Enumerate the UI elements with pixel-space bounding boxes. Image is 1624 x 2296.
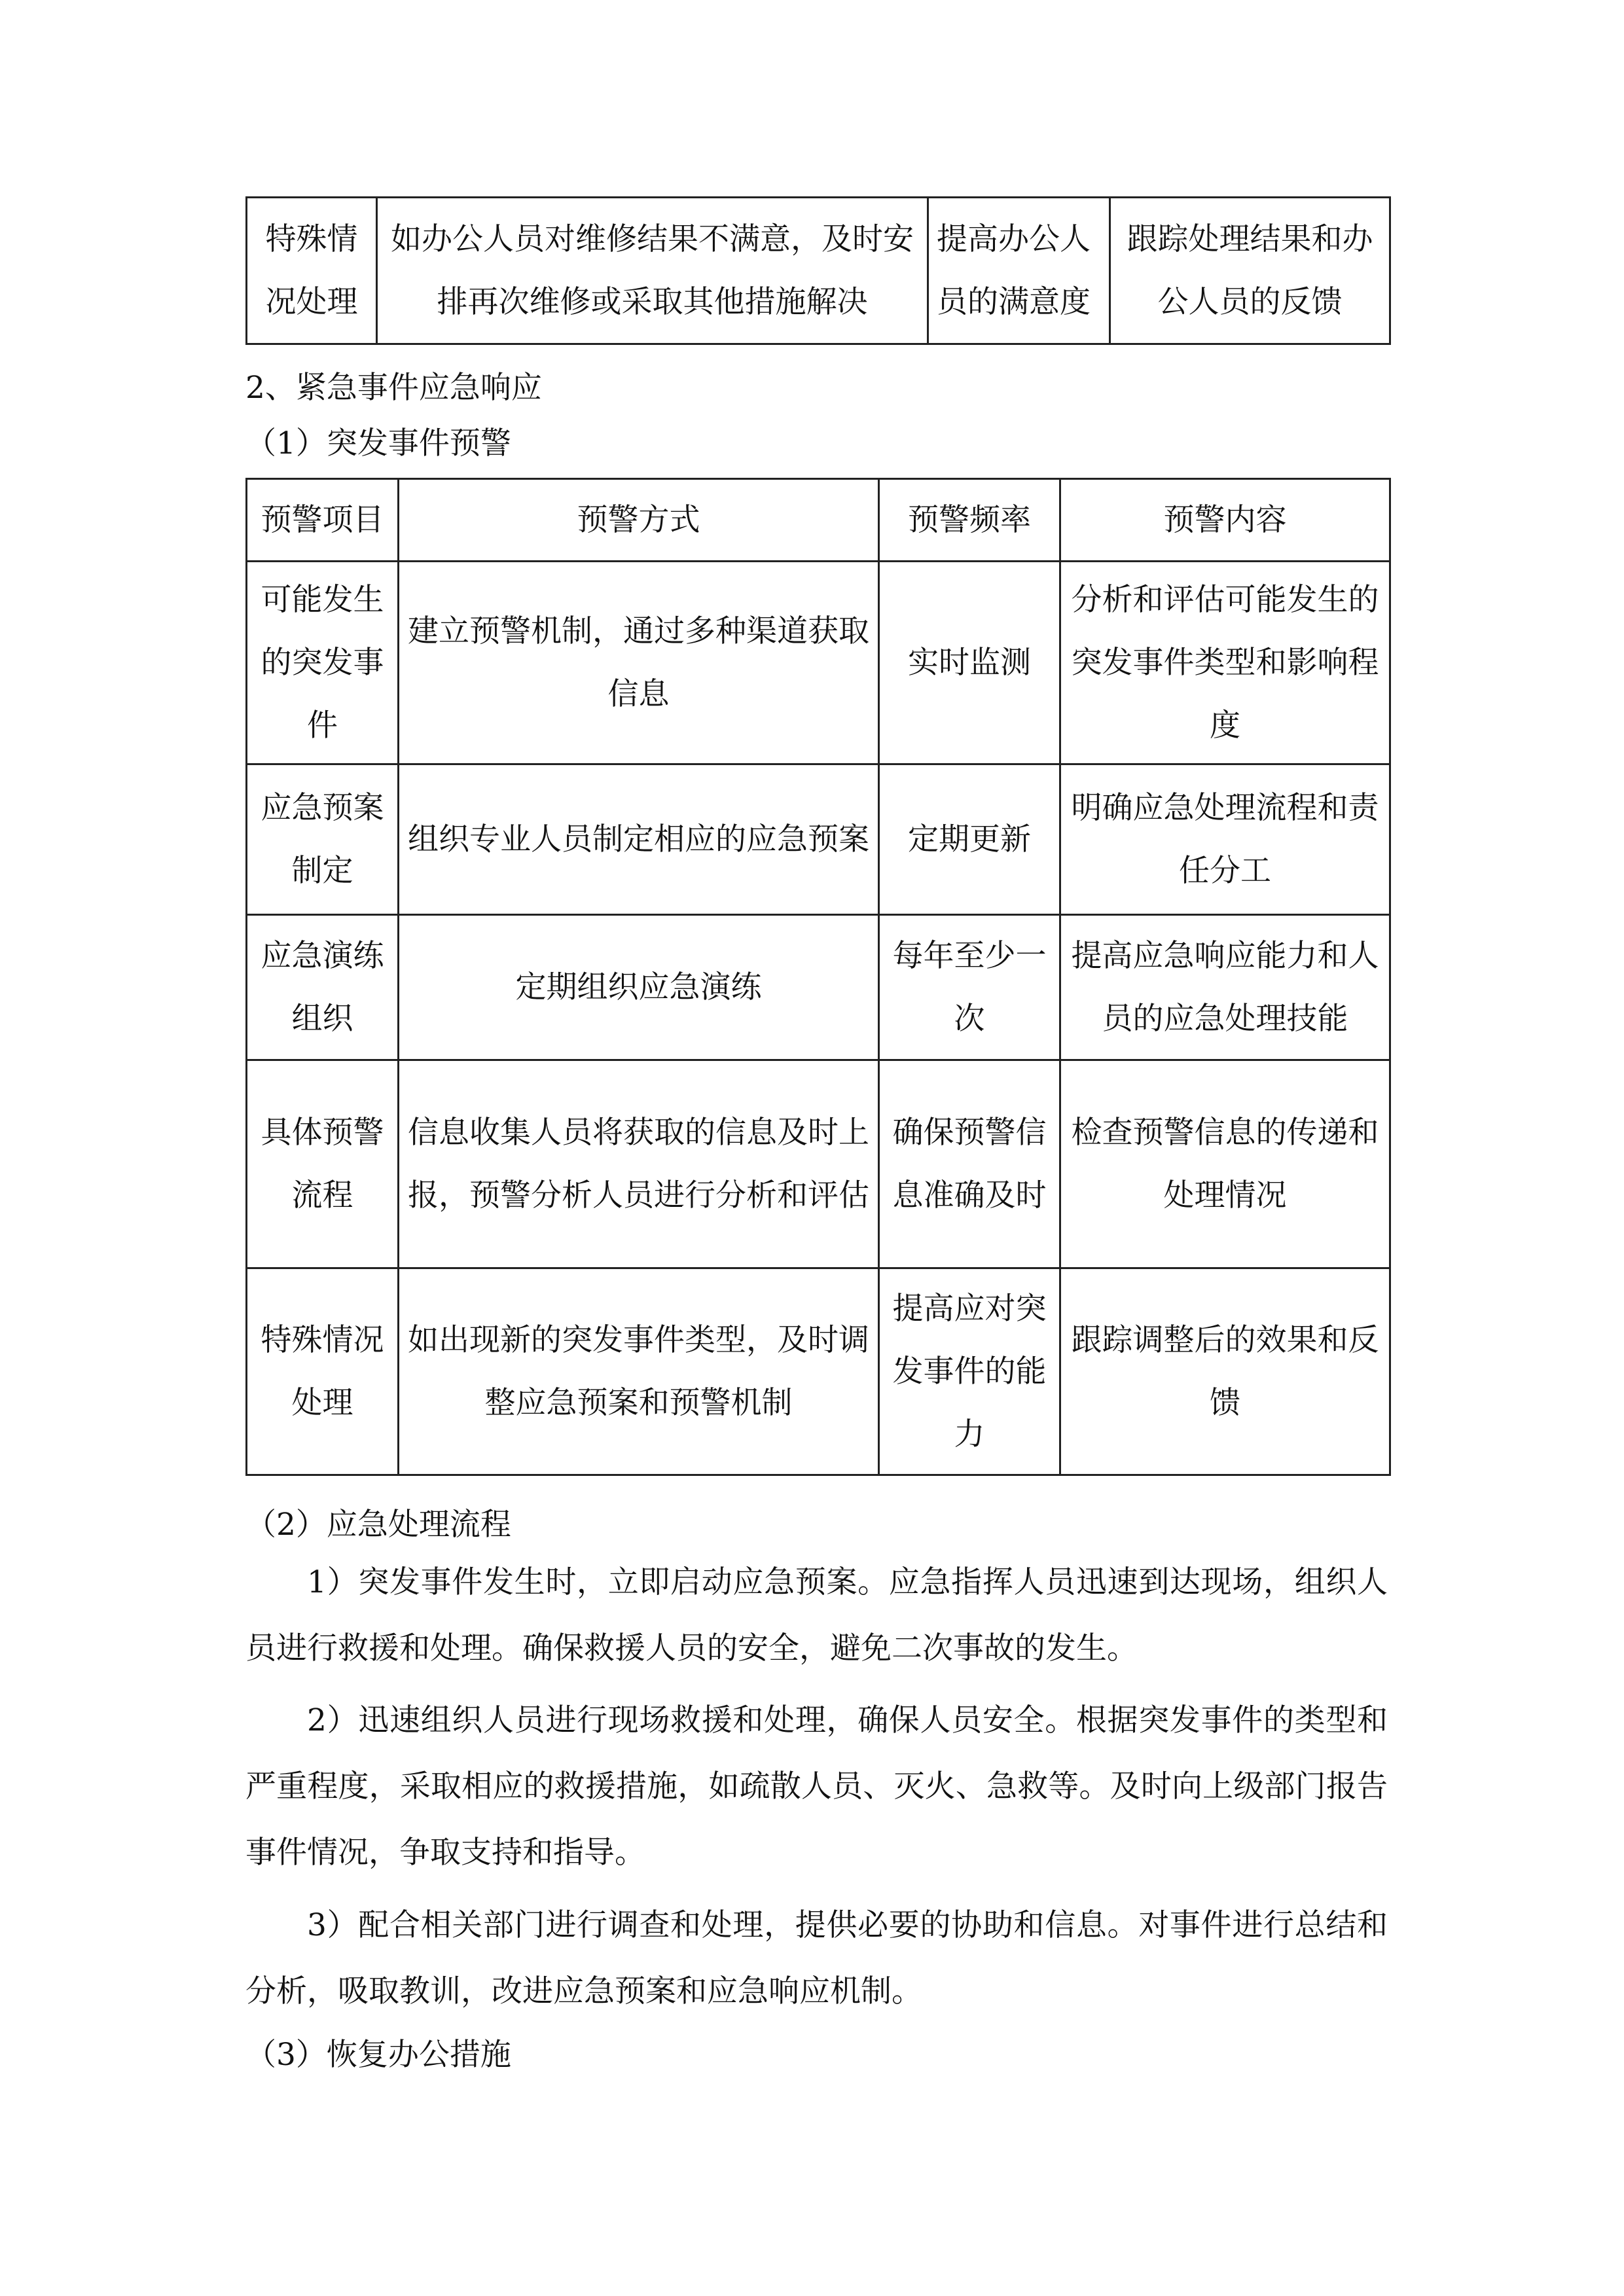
subsection-heading: （1）突发事件预警 <box>245 425 511 461</box>
table-row <box>247 1268 1390 1475</box>
table-cell: 特殊情况处理 <box>247 1268 399 1475</box>
table-header-cell: 预警项目 <box>247 479 399 562</box>
table-cell: 每年至少一次 <box>879 915 1060 1060</box>
table-cell: 如办公人员对维修结果不满意，及时安排再次维修或采取其他措施解决 <box>377 198 928 344</box>
table-header-cell: 预警频率 <box>879 479 1060 562</box>
table-cell: 组织专业人员制定相应的应急预案 <box>399 764 879 915</box>
table-cell: 明确应急处理流程和责任分工 <box>1060 764 1390 915</box>
table-cell: 跟踪调整后的效果和反馈 <box>1060 1268 1390 1475</box>
section-heading: 2、紧急事件应急响应 <box>245 370 542 406</box>
table-cell: 跟踪处理结果和办公人员的反馈 <box>1110 198 1390 344</box>
table-row <box>247 562 1390 764</box>
table-row <box>247 1060 1390 1268</box>
paragraph: 2）迅速组织人员进行现场救援和处理，确保人员安全。根据突发事件的类型和严重程度，采取相应的救援措施，如疏散人员、灭火、急救等。及时向上级部门报告事件情况，争取支持和指导。 <box>245 1702 1388 1871</box>
warning-table <box>245 478 1391 1476</box>
table-header-cell: 预警方式 <box>399 479 879 562</box>
table-header-cell: 预警内容 <box>1060 479 1390 562</box>
table-cell: 应急预案制定 <box>247 764 399 915</box>
table-cell: 分析和评估可能发生的突发事件类型和影响程度 <box>1060 562 1390 764</box>
table-cell: 定期更新 <box>879 764 1060 915</box>
table-cell: 实时监测 <box>879 562 1060 764</box>
table-cell: 提高办公人员的满意度 <box>928 198 1110 344</box>
table-cell: 具体预警流程 <box>247 1060 399 1268</box>
subsection-heading: （2）应急处理流程 <box>245 1507 511 1543</box>
maintenance-table-continued <box>245 196 1391 345</box>
table-cell: 提高应急响应能力和人员的应急处理技能 <box>1060 915 1390 1060</box>
table-cell: 检查预警信息的传递和处理情况 <box>1060 1060 1390 1268</box>
subsection-heading: （3）恢复办公措施 <box>245 2037 511 2073</box>
table-cell: 如出现新的突发事件类型，及时调整应急预案和预警机制 <box>399 1268 879 1475</box>
paragraph: 3）配合相关部门进行调查和处理，提供必要的协助和信息。对事件进行总结和分析，吸取教训，改进应急预案和应急响应机制。 <box>245 1907 1388 2009</box>
table-cell: 建立预警机制，通过多种渠道获取信息 <box>399 562 879 764</box>
table-cell: 特殊情况处理 <box>247 198 377 344</box>
table-cell: 确保预警信息准确及时 <box>879 1060 1060 1268</box>
table-header-row <box>247 479 1390 562</box>
table-row <box>247 764 1390 915</box>
table-cell: 提高应对突发事件的能力 <box>879 1268 1060 1475</box>
table-row <box>247 198 1390 344</box>
table-cell: 定期组织应急演练 <box>399 915 879 1060</box>
table-row <box>247 915 1390 1060</box>
table-cell: 信息收集人员将获取的信息及时上报，预警分析人员进行分析和评估 <box>399 1060 879 1268</box>
table-cell: 可能发生的突发事件 <box>247 562 399 764</box>
table-cell: 应急演练组织 <box>247 915 399 1060</box>
paragraph: 1）突发事件发生时，立即启动应急预案。应急指挥人员迅速到达现场，组织人员进行救援和处理。确保救援人员的安全，避免二次事故的发生。 <box>245 1564 1388 1666</box>
